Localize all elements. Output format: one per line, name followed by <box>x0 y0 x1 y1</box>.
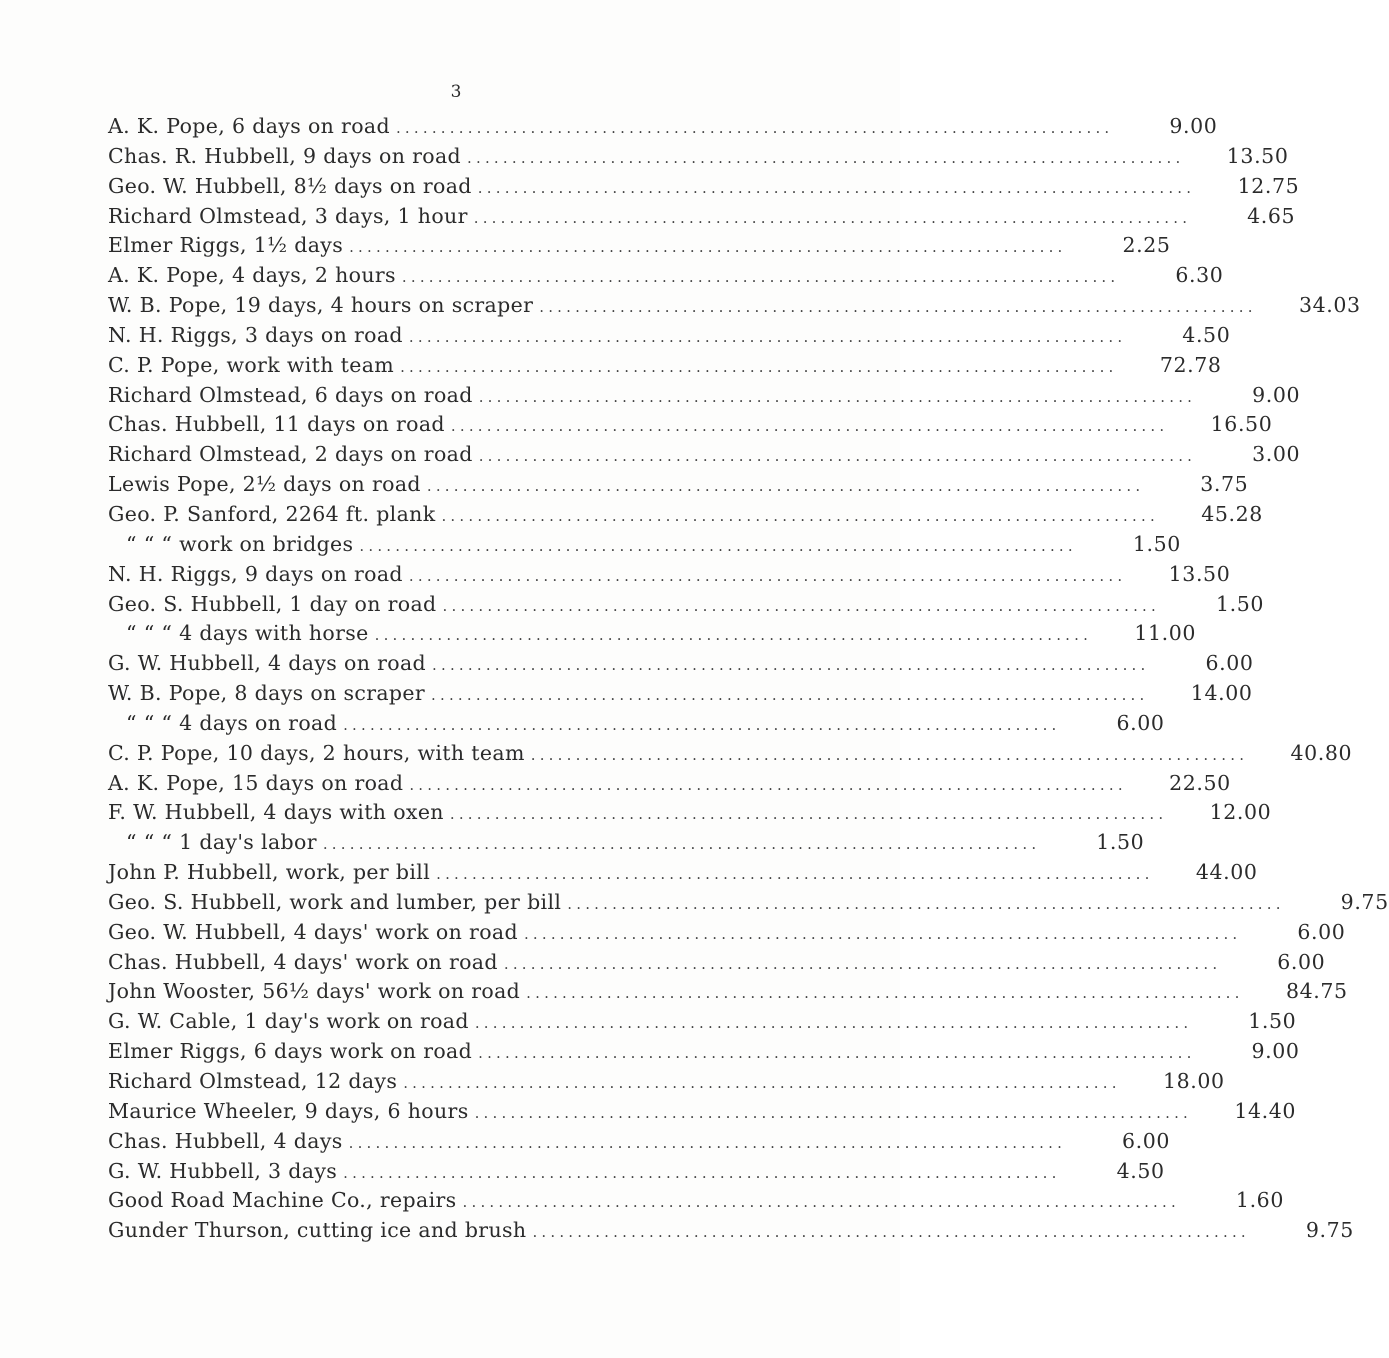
entry-description: Chas. Hubbell, 4 days <box>108 1128 343 1153</box>
dot-leader: ................................................................................ <box>403 1074 1121 1092</box>
ledger-row <box>108 798 1272 828</box>
entry-description: Chas. Hubbell, 4 days' work on road <box>108 949 498 974</box>
entry-description: Geo. S. Hubbell, 1 day on road <box>108 591 437 616</box>
ledger-row <box>108 590 1264 620</box>
dot-leader: ................................................................................ <box>473 208 1192 227</box>
dot-leader: ................................................................................ <box>478 387 1197 406</box>
entry-description: A. K. Pope, 4 days, 2 hours <box>108 263 396 288</box>
entry-amount: 4.50 <box>1116 1158 1165 1183</box>
entry-amount: 9.00 <box>1251 1039 1300 1064</box>
entry-description: Richard Olmstead, 6 days on road <box>108 382 473 407</box>
ledger-row <box>108 530 1181 560</box>
ledger-row <box>108 410 1273 440</box>
entry-description: N. H. Riggs, 3 days on road <box>108 322 403 347</box>
entry-description: W. B. Pope, 19 days, 4 hours on scraper <box>108 293 534 318</box>
entry-amount: 16.50 <box>1210 412 1273 437</box>
dot-leader: ................................................................................ <box>349 238 1067 257</box>
entry-amount: 13.50 <box>1226 143 1289 168</box>
entry-description: Maurice Wheeler, 9 days, 6 hours <box>108 1098 469 1123</box>
entry-description: Geo. S. Hubbell, work and lumber, per bill <box>108 889 562 914</box>
dot-leader: ................................................................................ <box>467 148 1185 167</box>
ledger-row <box>108 948 1326 978</box>
entry-description: C. P. Pope, work with team <box>108 352 395 377</box>
dot-leader: ................................................................................ <box>478 1044 1196 1063</box>
dot-leader: ................................................................................ <box>343 1163 1061 1182</box>
entry-amount: 6.00 <box>1277 949 1326 974</box>
entry-amount: 4.50 <box>1182 322 1231 347</box>
ledger-row <box>108 828 1145 858</box>
entry-amount: 45.28 <box>1201 501 1263 526</box>
dot-leader: ................................................................................ <box>408 327 1127 346</box>
ledger-row <box>108 1186 1284 1216</box>
entry-amount: 9.75 <box>1340 889 1389 914</box>
ledger-row <box>108 500 1263 530</box>
entry-description: N. H. Riggs, 9 days on road <box>108 561 403 586</box>
entry-description: John Wooster, 56½ days' work on road <box>108 979 521 1004</box>
entry-description: F. W. Hubbell, 4 days with oxen <box>108 800 444 825</box>
entry-description: G. W. Cable, 1 day's work on road <box>108 1009 469 1034</box>
entry-description: Geo. W. Hubbell, 4 days' work on road <box>108 919 518 944</box>
dot-leader: ................................................................................ <box>474 1014 1193 1033</box>
entry-description: Richard Olmstead, 2 days on road <box>108 442 473 467</box>
dot-leader: ................................................................................ <box>409 775 1127 794</box>
ledger-row <box>108 291 1361 321</box>
dot-leader: ................................................................................ <box>395 119 1114 137</box>
entry-amount: 3.00 <box>1252 442 1301 467</box>
dot-leader: ................................................................................ <box>426 477 1145 496</box>
ledger-row <box>108 261 1224 291</box>
ledger-row <box>108 1067 1225 1097</box>
dot-leader: ................................................................................ <box>539 298 1257 317</box>
entry-amount: 14.00 <box>1190 681 1253 706</box>
entry-description: Chas. R. Hubbell, 9 days on road <box>108 143 462 168</box>
entry-amount: 1.50 <box>1096 830 1145 855</box>
entry-amount: 72.78 <box>1159 352 1222 377</box>
ledger-row <box>108 1157 1165 1187</box>
entry-description: G. W. Hubbell, 3 days <box>108 1158 338 1183</box>
dot-leader: ................................................................................ <box>441 506 1159 525</box>
dot-leader: ................................................................................ <box>322 835 1041 854</box>
dot-leader: ................................................................................ <box>359 536 1077 555</box>
ledger-row <box>108 1037 1300 1067</box>
ledger-row <box>108 112 1218 142</box>
entry-description: Lewis Pope, 2½ days on road <box>108 472 421 497</box>
entry-description: Elmer Riggs, 1½ days <box>108 233 344 258</box>
ledger-row <box>108 321 1231 351</box>
ledger-row <box>108 440 1301 470</box>
entry-amount: 3.75 <box>1200 472 1249 497</box>
entry-description: A. K. Pope, 15 days on road <box>108 770 404 795</box>
entry-amount: 6.00 <box>1116 710 1165 735</box>
entry-description: Chas. Hubbell, 11 days on road <box>108 412 445 437</box>
dot-leader: ................................................................................ <box>526 984 1244 1003</box>
dot-leader: ................................................................................ <box>343 715 1061 734</box>
dot-leader: ................................................................................ <box>442 596 1160 615</box>
entry-amount: 11.00 <box>1134 621 1197 646</box>
entry-description: W. B. Pope, 8 days on scraper <box>108 681 426 706</box>
entry-amount: 1.50 <box>1248 1009 1297 1034</box>
ledger-row <box>108 1127 1171 1157</box>
ledger-row <box>108 231 1171 261</box>
ledger-row <box>108 560 1231 590</box>
entry-description: A. K. Pope, 6 days on road <box>108 114 390 138</box>
entry-amount: 12.75 <box>1237 173 1300 198</box>
entry-description: G. W. Hubbell, 4 days on road <box>108 651 427 676</box>
ledger-row <box>108 709 1165 739</box>
dot-leader: ................................................................................ <box>401 268 1120 287</box>
entry-description: Gunder Thurson, cutting ice and brush <box>108 1218 527 1243</box>
ledger-row <box>108 142 1289 172</box>
entry-amount: 6.00 <box>1205 651 1254 676</box>
dot-leader: ................................................................................ <box>348 1133 1067 1152</box>
ledger-row <box>108 918 1346 948</box>
entry-amount: 22.50 <box>1169 770 1231 795</box>
ledger-row <box>108 619 1197 649</box>
ledger-row <box>108 202 1296 232</box>
ledger-row <box>108 172 1300 202</box>
dot-leader: ................................................................................ <box>474 1103 1193 1122</box>
entry-amount: 1.60 <box>1235 1188 1284 1213</box>
entry-amount: 9.00 <box>1252 382 1301 407</box>
entry-amount: 1.50 <box>1215 591 1264 616</box>
dot-leader: ................................................................................ <box>567 894 1285 913</box>
entry-description: Richard Olmstead, 12 days <box>108 1069 398 1093</box>
entry-amount: 6.30 <box>1175 263 1224 288</box>
dot-leader: ................................................................................ <box>408 566 1127 585</box>
entry-description: C. P. Pope, 10 days, 2 hours, with team <box>108 740 525 765</box>
dot-leader: ................................................................................ <box>431 686 1149 705</box>
ledger-row <box>108 1007 1297 1037</box>
dot-leader: ................................................................................ <box>449 805 1168 824</box>
dot-leader: ................................................................................ <box>530 745 1249 764</box>
ledger-row <box>108 649 1254 679</box>
entry-amount: 9.00 <box>1169 114 1218 138</box>
entry-description: Geo. W. Hubbell, 8½ days on road <box>108 173 472 198</box>
entry-description: Good Road Machine Co., repairs <box>108 1188 457 1213</box>
entry-description: Geo. P. Sanford, 2264 ft. plank <box>108 501 436 526</box>
ledger-row <box>108 858 1258 888</box>
entry-amount: 1.50 <box>1132 531 1181 556</box>
ledger-row <box>108 739 1353 769</box>
entry-description: “ “ “ 4 days with horse <box>126 621 369 646</box>
entry-amount: 4.65 <box>1247 203 1296 228</box>
entry-amount: 13.50 <box>1168 561 1231 586</box>
expense-ledger <box>108 112 1389 1246</box>
ledger-row <box>108 351 1222 381</box>
ledger-row <box>108 381 1301 411</box>
entry-amount: 44.00 <box>1195 860 1258 885</box>
dot-leader: ................................................................................ <box>462 1193 1180 1212</box>
entry-amount: 2.25 <box>1122 233 1171 258</box>
entry-amount: 6.00 <box>1297 919 1346 944</box>
ledger-row <box>108 1216 1354 1246</box>
entry-description: John P. Hubbell, work, per bill <box>108 860 431 885</box>
ledger-row <box>108 769 1231 799</box>
entry-amount: 34.03 <box>1299 293 1361 318</box>
dot-leader: ................................................................................ <box>450 417 1169 436</box>
dot-leader: ................................................................................ <box>503 954 1222 973</box>
entry-description: “ “ “ 4 days on road <box>126 710 338 735</box>
page-number: 3 <box>450 82 462 102</box>
dot-leader: ................................................................................ <box>477 178 1196 197</box>
entry-amount: 84.75 <box>1285 979 1348 1004</box>
dot-leader: ................................................................................ <box>478 447 1197 466</box>
entry-description: Richard Olmstead, 3 days, 1 hour <box>108 203 468 228</box>
entry-description: “ “ “ work on bridges <box>126 531 354 556</box>
dot-leader: ................................................................................ <box>374 626 1093 645</box>
entry-description: “ “ “ 1 day's labor <box>126 830 317 855</box>
dot-leader: ................................................................................ <box>532 1223 1250 1242</box>
dot-leader: ................................................................................ <box>436 865 1154 884</box>
dot-leader: ................................................................................ <box>523 924 1242 943</box>
ledger-row <box>108 888 1389 918</box>
entry-amount: 14.40 <box>1234 1098 1297 1123</box>
ledger-row <box>108 1097 1297 1127</box>
ledger-row <box>108 470 1249 500</box>
ledger-row <box>108 679 1253 709</box>
entry-description: Elmer Riggs, 6 days work on road <box>108 1039 473 1064</box>
entry-amount: 12.00 <box>1209 800 1272 825</box>
entry-amount: 18.00 <box>1162 1069 1225 1093</box>
ledger-row <box>108 977 1348 1007</box>
entry-amount: 6.00 <box>1122 1128 1171 1153</box>
entry-amount: 40.80 <box>1290 740 1353 765</box>
dot-leader: ................................................................................ <box>432 656 1150 675</box>
dot-leader: ................................................................................ <box>400 357 1118 376</box>
entry-amount: 9.75 <box>1305 1218 1354 1243</box>
